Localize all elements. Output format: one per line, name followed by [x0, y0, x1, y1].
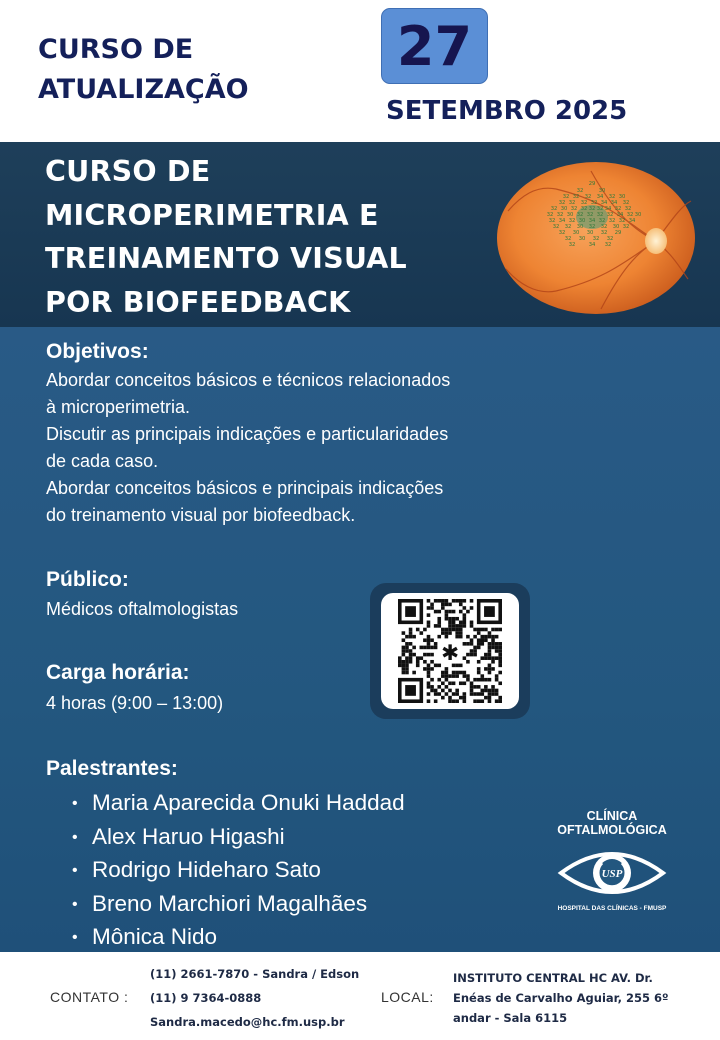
- threshold-value: 32: [600, 224, 608, 230]
- threshold-value: 32: [576, 188, 584, 194]
- threshold-value: 32: [546, 212, 554, 218]
- threshold-value: 32: [568, 200, 576, 206]
- threshold-value: 30: [566, 212, 574, 218]
- threshold-value: 32: [552, 224, 560, 230]
- location-line-3: andar - Sala 6115: [453, 1011, 568, 1025]
- threshold-value: 32: [580, 206, 588, 212]
- threshold-value: 32: [568, 242, 576, 248]
- clinic-name-line-1: CLÍNICA: [586, 809, 638, 823]
- course-title-line-3: TREINAMENTO VISUAL: [45, 242, 407, 275]
- threshold-value: 32: [592, 236, 600, 242]
- threshold-value: 32: [564, 236, 572, 242]
- threshold-value: 32: [596, 206, 604, 212]
- threshold-value: 32: [588, 206, 596, 212]
- threshold-value: 30: [634, 212, 642, 218]
- retina-image: [496, 161, 696, 315]
- date-day-box: [381, 8, 488, 84]
- speakers-list: [72, 787, 405, 955]
- threshold-value: 29: [614, 230, 622, 236]
- threshold-value: 32: [564, 224, 572, 230]
- workload-heading: Carga horária:: [46, 661, 190, 684]
- svg-text:USP: USP: [601, 868, 623, 880]
- contact-label: CONTATO :: [50, 989, 129, 1005]
- threshold-value: 29: [588, 181, 596, 187]
- clinic-logo: [550, 809, 674, 912]
- threshold-value: 32: [570, 206, 578, 212]
- threshold-value: 34: [616, 212, 624, 218]
- threshold-value: 32: [588, 224, 596, 230]
- threshold-value: 32: [598, 218, 606, 224]
- threshold-value: 34: [628, 218, 636, 224]
- threshold-value: 32: [558, 230, 566, 236]
- audience-heading: Público:: [46, 568, 129, 591]
- threshold-value: 30: [612, 224, 620, 230]
- contact-info: [150, 962, 359, 1034]
- objectives-heading: Objetivos:: [46, 340, 149, 363]
- threshold-value: 34: [610, 200, 618, 206]
- threshold-value: 32: [622, 224, 630, 230]
- threshold-value: 30: [598, 188, 606, 194]
- course-title: [45, 150, 495, 324]
- objectives-line-4: de cada caso.: [46, 451, 159, 471]
- course-title-line-4: POR BIOFEEDBACK: [45, 285, 351, 319]
- threshold-value: 32: [604, 242, 612, 248]
- threshold-value: 32: [606, 236, 614, 242]
- objectives-line-2: à microperimetria.: [46, 397, 191, 417]
- workload-text: 4 horas (9:00 – 13:00): [46, 693, 224, 713]
- speaker-item: • Mônica Nido: [72, 924, 218, 949]
- speakers-heading: Palestrantes:: [46, 757, 178, 780]
- speaker-item: • Breno Marchiori Magalhães: [72, 890, 368, 916]
- eye-logo-icon: [557, 843, 667, 903]
- location-info: [453, 968, 669, 1028]
- clinic-subtitle: HOSPITAL DAS CLÍNICAS - FMUSP: [557, 905, 667, 912]
- threshold-value: 34: [604, 206, 612, 212]
- contact-phone-1: (11) 2661-7870 - Sandra / Edson: [150, 967, 360, 981]
- threshold-value: 30: [572, 230, 580, 236]
- threshold-value: 32: [568, 218, 576, 224]
- threshold-value: 32: [558, 200, 566, 206]
- threshold-value: 30: [586, 230, 594, 236]
- threshold-value: 32: [618, 218, 626, 224]
- threshold-value: 34: [558, 218, 566, 224]
- contact-email[interactable]: Sandra.macedo@hc.fm.usp.br: [150, 1015, 345, 1029]
- threshold-value: 32: [556, 212, 564, 218]
- threshold-value: 32: [600, 230, 608, 236]
- threshold-value: 32: [550, 206, 558, 212]
- threshold-value: 34: [600, 200, 608, 206]
- date-month: SETEMBRO 2025: [386, 96, 628, 126]
- threshold-value: 32: [576, 212, 584, 218]
- threshold-value: 32: [626, 212, 634, 218]
- threshold-value: 32: [590, 200, 598, 206]
- threshold-value: 32: [548, 218, 556, 224]
- threshold-value: 30: [576, 224, 584, 230]
- threshold-value: 32: [580, 200, 588, 206]
- objectives-line-6: do treinamento visual por biofeedback.: [46, 505, 356, 525]
- footer: [0, 952, 720, 1040]
- threshold-value: 30: [618, 194, 626, 200]
- objectives-line-1: Abordar conceitos básicos e técnicos relacionados: [46, 370, 451, 390]
- qr-code-card: [381, 593, 519, 709]
- course-title-line-2: MICROPERIMETRIA E: [45, 198, 379, 232]
- threshold-value: 32: [584, 194, 592, 200]
- threshold-value: 30: [578, 236, 586, 242]
- course-type-line-2: ATUALIZAÇÃO: [38, 74, 249, 105]
- course-type-label: [38, 30, 278, 110]
- objectives-text: [46, 367, 561, 529]
- threshold-value: 32: [608, 218, 616, 224]
- speaker-item: • Maria Aparecida Onuki Haddad: [72, 790, 405, 815]
- threshold-value: 30: [560, 206, 568, 212]
- header: [0, 0, 720, 142]
- threshold-value: 32: [614, 206, 622, 212]
- threshold-value: 32: [562, 194, 570, 200]
- location-line-1: INSTITUTO CENTRAL HC AV. Dr.: [453, 971, 653, 985]
- speaker-item: • Alex Haruo Higashi: [72, 823, 285, 849]
- threshold-value: 32: [572, 194, 580, 200]
- course-type-line-1: CURSO DE: [38, 34, 194, 65]
- threshold-value: 32: [608, 194, 616, 200]
- qr-code[interactable]: [398, 599, 502, 703]
- threshold-value: 30: [578, 218, 586, 224]
- course-title-line-1: CURSO DE: [45, 155, 211, 188]
- threshold-value: 32: [624, 206, 632, 212]
- objectives-line-5: Abordar conceitos básicos e principais indicações: [46, 478, 444, 498]
- objectives-line-3: Discutir as principais indicações e particularidades: [46, 424, 449, 444]
- svg-text:✱: ✱: [440, 640, 460, 666]
- main-content: [0, 327, 720, 952]
- title-band: [0, 142, 720, 327]
- qr-code-frame: [370, 583, 530, 719]
- contact-phone-2: (11) 9 7364-0888: [150, 991, 262, 1005]
- threshold-value: 32: [586, 212, 594, 218]
- audience-text: Médicos oftalmologistas: [46, 599, 239, 619]
- clinic-name-line-2: OFTALMOLÓGICA: [557, 823, 667, 837]
- threshold-value: 34: [588, 242, 596, 248]
- location-label: LOCAL:: [381, 989, 434, 1005]
- threshold-value: 32: [606, 212, 614, 218]
- date-day: 27: [396, 14, 473, 78]
- speaker-item: • Rodrigo Hideharo Sato: [72, 857, 321, 882]
- threshold-value: 32: [622, 200, 630, 206]
- threshold-value: 32: [596, 212, 604, 218]
- location-line-2: Enéas de Carvalho Aguiar, 255 6º: [453, 991, 669, 1005]
- threshold-value: 34: [588, 218, 596, 224]
- threshold-value: 34: [596, 194, 604, 200]
